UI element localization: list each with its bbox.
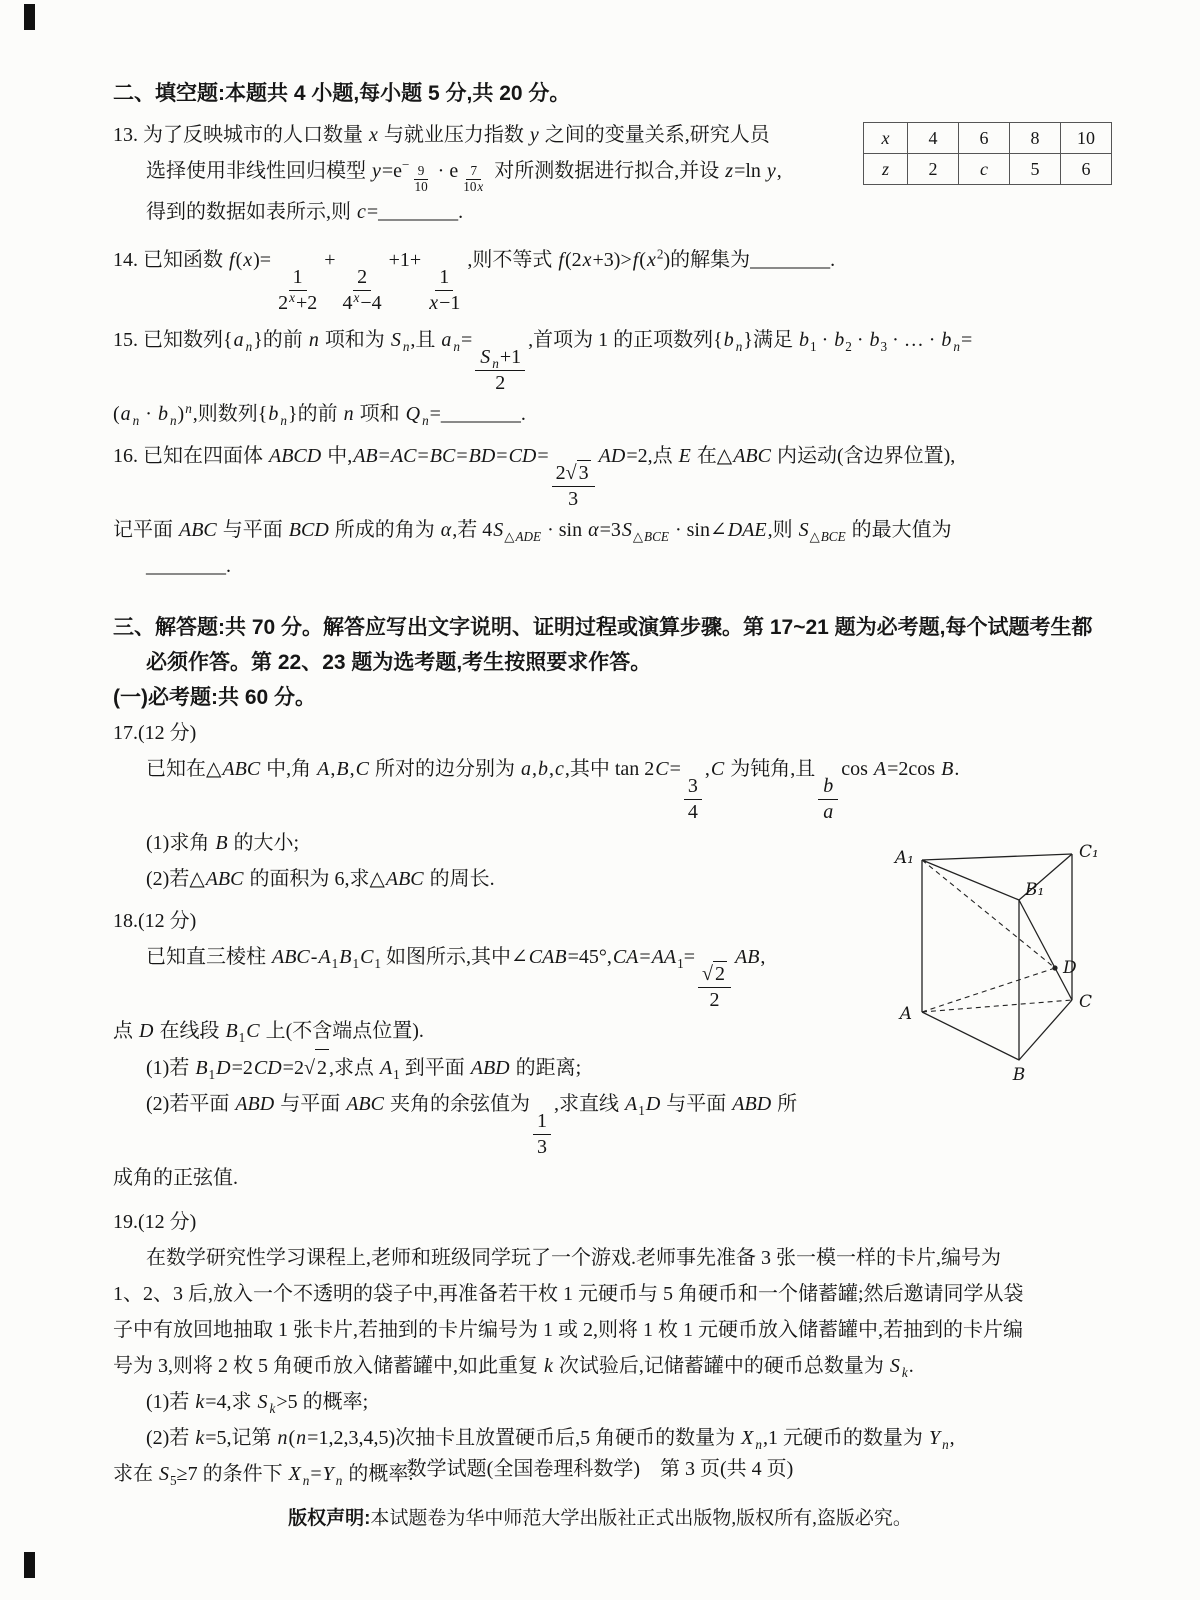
- section3-heading-line-1: 三、解答题:共 70 分。解答应写出文字说明、证明过程或演算步骤。第 17~21 题为必考题,每个试题考生都: [113, 616, 1093, 640]
- table-cell: 2: [908, 154, 959, 185]
- q18-header: 18.(12 分): [113, 910, 197, 933]
- section-fill-in-blank: [113, 76, 1118, 584]
- table-cell: 6: [959, 123, 1010, 154]
- q18-line-2: 点 D 在线段 $B_1C$ 上(不含端点位置).: [113, 1020, 424, 1046]
- vertex-label-d: D: [1063, 958, 1077, 978]
- question-15: [113, 322, 1118, 432]
- vertex-label-c1: C₁: [1079, 842, 1099, 862]
- q13-table-row-x: [864, 123, 1112, 154]
- copyright-notice: [0, 1504, 1200, 1534]
- table-cell: x: [864, 123, 908, 154]
- table-cell: 8: [1010, 123, 1061, 154]
- q19-header: 19.(12 分): [113, 1211, 197, 1234]
- q15-line-1: 15. 已知数列{a $_n$}的前 n 项和为 S $_n$,且 a $_n$= $\frac{S _n+1}{2}$ ,首项为 1 的正项数列{b $_n$}满足 $b_1 \cdot b_2 \cdot b_3$ · … · b $_n$=: [113, 329, 973, 395]
- q19-part-2-cont: 求在 $S_5\ge 7$ 的条件下 X $_n$=Y $_n$ 的概率.: [113, 1463, 414, 1489]
- print-mark-top: [24, 4, 35, 30]
- q18-part-1: (1)若 $B_1D=2CD=2$ √ 2 ,求点 $A_1$ 到平面 ABD 的距离;: [146, 1049, 1118, 1086]
- question-16: [113, 438, 1118, 584]
- q18-part-2: (2)若平面 ABD 与平面 ABC 夹角的余弦值为 $\frac{1}{3}$ ,求直线 $A_1D$ 与平面 ABD 所: [146, 1093, 798, 1159]
- vertex-label-c: C: [1079, 992, 1093, 1012]
- q17-header: 17.(12 分): [113, 722, 197, 745]
- table-cell: 6: [1061, 154, 1112, 185]
- q18-line-1: 已知直三棱柱 ABC-$A_1B_1C_1$ 如图所示,其中$\angle CAB=45^\circ,CA=AA_1=$ √ 2 2 AB,: [146, 946, 766, 1012]
- q19-part-1: (1)若 k=4,求 S $_k$>5 的概率;: [146, 1391, 369, 1417]
- q19-para-line-1: 在数学研究性学习课程上,老师和班级同学玩了一个游戏.老师事先准备 3 张一模一样的卡片,编号为: [146, 1247, 1001, 1270]
- table-cell: 10: [1061, 123, 1112, 154]
- q18-line-5: 成角的正弦值.: [113, 1167, 238, 1190]
- q13-table-row-z: [864, 154, 1112, 185]
- table-cell: z: [864, 154, 908, 185]
- q15-line-2: (a $_n$ · b $_n$)$^n$,则数列{b $_n$}的前 n 项和 Q $_n$=________.: [113, 400, 526, 429]
- q16-line-3: ________.: [146, 555, 231, 578]
- table-cell: 4: [908, 123, 959, 154]
- question-19: [113, 1204, 1118, 1492]
- copyright-label: 版权声明:: [288, 1508, 371, 1529]
- q14-line-1: 14. 已知函数 f(x)= $\frac{1}{2^x+2}$ + $\frac{2}{4^x-4}$ +1+ $\frac{1}{x-1}$ ,则不等式 $f(2x+3)>f(x^2)$的解集为________.: [113, 246, 836, 315]
- q13-line-3: 得到的数据如表所示,则 c=________.: [146, 201, 464, 224]
- section2-heading: 二、填空题:本题共 4 小题,每小题 5 分,共 20 分。: [113, 82, 571, 105]
- q19-para-line-2: 1、2、3 后,放入一个不透明的袋子中,再准备若干枚 1 元硬币与 5 角硬币和一个储蓄罐;然后邀请同学从袋: [113, 1283, 1024, 1306]
- q17-part-2: (2)若△ABC 的面积为 6,求△ABC 的周长.: [146, 868, 495, 891]
- section3-heading-line-2: 必须作答。第 22、23 题为选考题,考生按照要求作答。: [146, 651, 652, 675]
- vertex-label-a1: A₁: [894, 848, 914, 868]
- question-14: [113, 242, 1118, 316]
- q19-para-line-3: 子中有放回地抽取 1 张卡片,若抽到的卡片编号为 1 或 2,则将 1 枚 1 元硬币放入储蓄罐中,若抽到的卡片编: [113, 1319, 1023, 1342]
- q13-line-2: 选择使用非线性回归模型 $y=e^{- \frac{9}{10}}$ · e $^{\frac{7}{10x}}$ 对所测数据进行拟合,并设 z=ln y,: [146, 157, 782, 194]
- print-mark-bottom: [24, 1552, 35, 1578]
- page-footer: 数学试题(全国卷理科数学) 第 3 页(共 4 页): [406, 1458, 794, 1480]
- vertex-label-a: A: [899, 1004, 912, 1024]
- vertex-label-b: B: [1012, 1065, 1026, 1085]
- table-cell: 5: [1010, 154, 1061, 185]
- point-d-dot: [1052, 965, 1057, 970]
- prism-drawing: [882, 842, 1122, 1094]
- q13-data-table: [863, 122, 1112, 185]
- q13-line-1: 13. 为了反映城市的人口数量 x 与就业压力指数 y 之间的变量关系,研究人员: [113, 124, 770, 146]
- q16-line-1: 16. 已知在四面体 ABCD 中,AB=AC=BC=BD=CD= 2 √ 3 3 AD=2,点 E 在△ABC 内运动(含边界位置),: [113, 445, 956, 511]
- vertex-label-b1: B₁: [1025, 880, 1045, 900]
- q16-line-2: 记平面 ABC 与平面 BCD 所成的角为 α,若 $4S_{\triangle ADE} \cdot \sin \alpha=3S_{\triangle BCE}$ · sin∠DAE,则 $S_{\triangle BCE}$ 的最大值为: [113, 519, 952, 545]
- q18-figure: [882, 842, 1122, 1094]
- q19-para-line-4: 号为 3,则将 2 枚 5 角硬币放入储蓄罐中,如此重复 k 次试验后,记储蓄罐中的硬币总数量为 S $_k$.: [113, 1355, 914, 1381]
- copyright-text: 本试题卷为华中师范大学出版社正式出版物,版权所有,盗版必究。: [370, 1508, 912, 1529]
- q17-line-1: 已知在△ABC 中,角 A,B,C 所对的边分别为 a,b,c,其中 tan 2C= $\frac{3}{4}$ ,C 为钝角,且 $\frac{b}{a}$ cos A=2cos B.: [146, 758, 960, 824]
- q17-part-1: (1)求角 B 的大小;: [146, 832, 300, 855]
- table-cell: c: [959, 154, 1010, 185]
- q19-part-2: (2)若 k=5,记第 n(n=1,2,3,4,5)次抽卡且放置硬币后,5 角硬币的数量为 X $_n$,1 元硬币的数量为 Y $_n$,: [146, 1427, 955, 1453]
- section3-subheading: (一)必考题:共 60 分。: [113, 686, 317, 710]
